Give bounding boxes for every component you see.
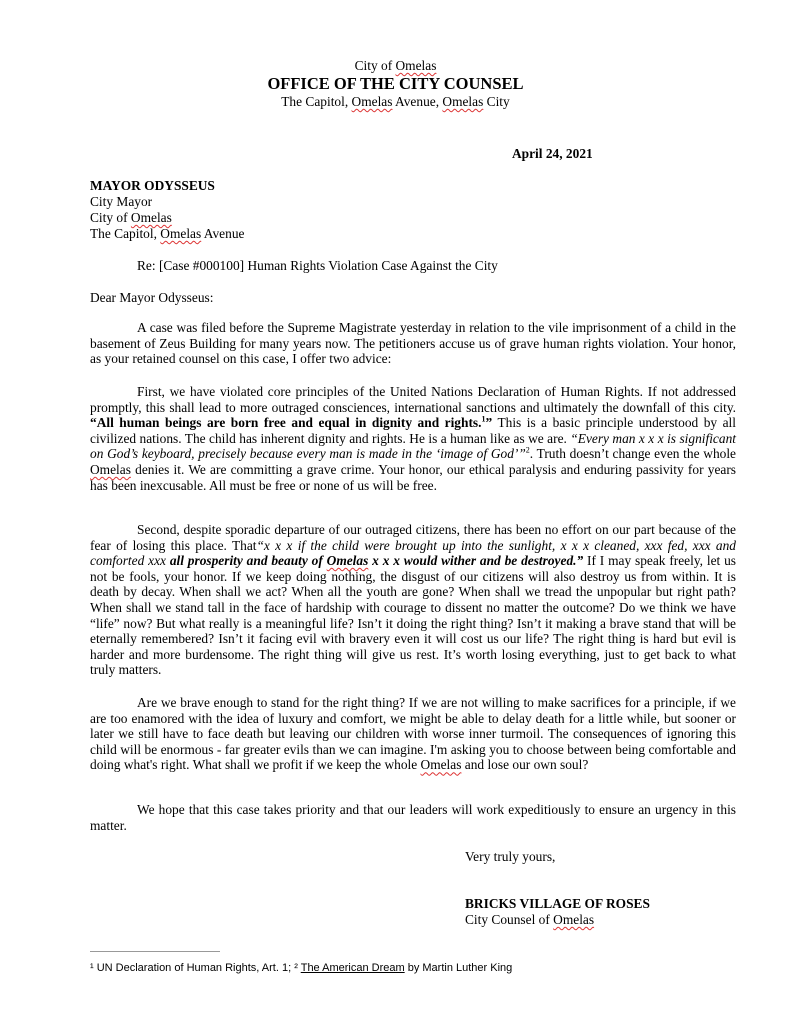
closing: Very truly yours, xyxy=(465,849,556,864)
signature-role: City Counsel of Omelas xyxy=(465,912,595,927)
addressee-title: City Mayor xyxy=(90,194,153,209)
udhr-quote: “All human beings are born free and equal in dignity and rights.$^1$” xyxy=(90,414,493,431)
paragraph-3-text-b: If I may speak freely, let us not be fools, your honor. If we keep doing nothing, the disgust of our citizens will also destroy us from within. It is death by decay. When shall we act? When all the youth are gone? When shall we tread the unpopular but right path? When shall we stand tall in the face of hardship with courage to dissent no matter the outcome? Do we think we have “life” now? But what really is a meaningful life? Isn’t it doing the right thing? Isn’t it making a brave stand that will be eternally remembered? Isn’t it facing evil with bravery even it will cost us our life? The right thing is hard but evil is harder and more burdensome. The right thing will give us rest. It’s worth losing everything, just to get back to what truly matters. xyxy=(90,553,736,678)
paragraph-3 xyxy=(90,522,736,678)
paragraph-3-text-a: Second, despite sporadic departure of our outraged citizens, there has been no effort on our part because of the fear of losing this place. That xyxy=(90,522,736,553)
footnote-ref-2: 2 xyxy=(525,445,530,455)
footnote-divider xyxy=(90,951,220,952)
subject-line: Re: [Case #000100] Human Rights Violation Case Against the City xyxy=(137,258,498,273)
signature-org: BRICKS VILLAGE OF ROSES xyxy=(465,896,650,911)
paragraph-4: Are we brave enough to stand for the right thing? If we are not willing to make sacrifices for a principle, if we are too enamored with the idea of luxury and comfort, we might be able to delay death for a little while, but sooner or later we still have to face death but leaving our children with worse inner turmoil. The consequences of ignoring this child will be enormous - far greater evils than we can imagine. I'm asking you to choose between being comfortable and doing what's right. What shall we profit if we keep the whole Omelas and lose our own soul? xyxy=(90,695,736,773)
omelas-quote-italic: “x x x if the child were brought up into the sunlight, x x x cleaned, xxx fed, xxx and comforted xxx xyxy=(90,537,736,569)
addressee-city: City of Omelas xyxy=(90,210,172,225)
paragraph-2-text-c: . Truth doesn’t change even the whole Omelas denies it. We are committing a grave crime. Your honor, our ethical paralysis and enduring passivity for years has been inexcusable. All must be free or none of us will be free. xyxy=(90,446,736,493)
paragraph-1: A case was filed before the Supreme Magistrate yesterday in relation to the vile imprisonment of a child in the basement of Zeus Building for many years now. The petitioners accuse us of grave human rights violation. Your honor, as your retained counsel on this case, I offer two advice: xyxy=(90,320,736,367)
letterhead-office: OFFICE OF THE CITY COUNSEL xyxy=(267,74,524,93)
paragraph-5: We hope that this case takes priority and that our leaders will work expeditiously to ensure an urgency in this matter. xyxy=(90,802,736,833)
addressee-block xyxy=(90,178,244,242)
salutation: Dear Mayor Odysseus: xyxy=(90,290,214,305)
letterhead-address: The Capitol, Omelas Avenue, Omelas City xyxy=(281,94,510,109)
footnote: ¹ UN Declaration of Human Rights, Art. 1; ² The American Dream by Martin Luther King xyxy=(90,962,513,974)
mlk-quote: “Every man x x x is significant on God’s keyboard, precisely because every man is made in the ‘image of God’” xyxy=(90,430,736,462)
letterhead xyxy=(0,58,791,110)
paragraph-2-text-b: This is a basic principle understood by all civilized nations. The child has inherent dignity and rights. He is a human like as we are. xyxy=(90,415,736,446)
addressee-address: The Capitol, Omelas Avenue xyxy=(90,226,245,241)
footnote-ref-1: 1 xyxy=(481,414,486,424)
addressee-name: MAYOR ODYSSEUS xyxy=(90,178,215,193)
paragraph-2 xyxy=(90,384,736,493)
letterhead-city: City of Omelas xyxy=(354,58,437,73)
footnote-book-title: The American Dream xyxy=(300,962,405,974)
omelas-quote-bold: all prosperity and beauty of Omelas x x x would wither and be destroyed.” xyxy=(169,553,584,569)
signature-block xyxy=(465,896,650,928)
paragraph-2-text-a: First, we have violated core principles of the United Nations Declaration of Human Rights. If not addressed promptly, this shall lead to more outraged consciences, international sanctions and ultimately the downfall of this city. xyxy=(90,384,736,415)
letter-date: April 24, 2021 xyxy=(512,146,593,161)
